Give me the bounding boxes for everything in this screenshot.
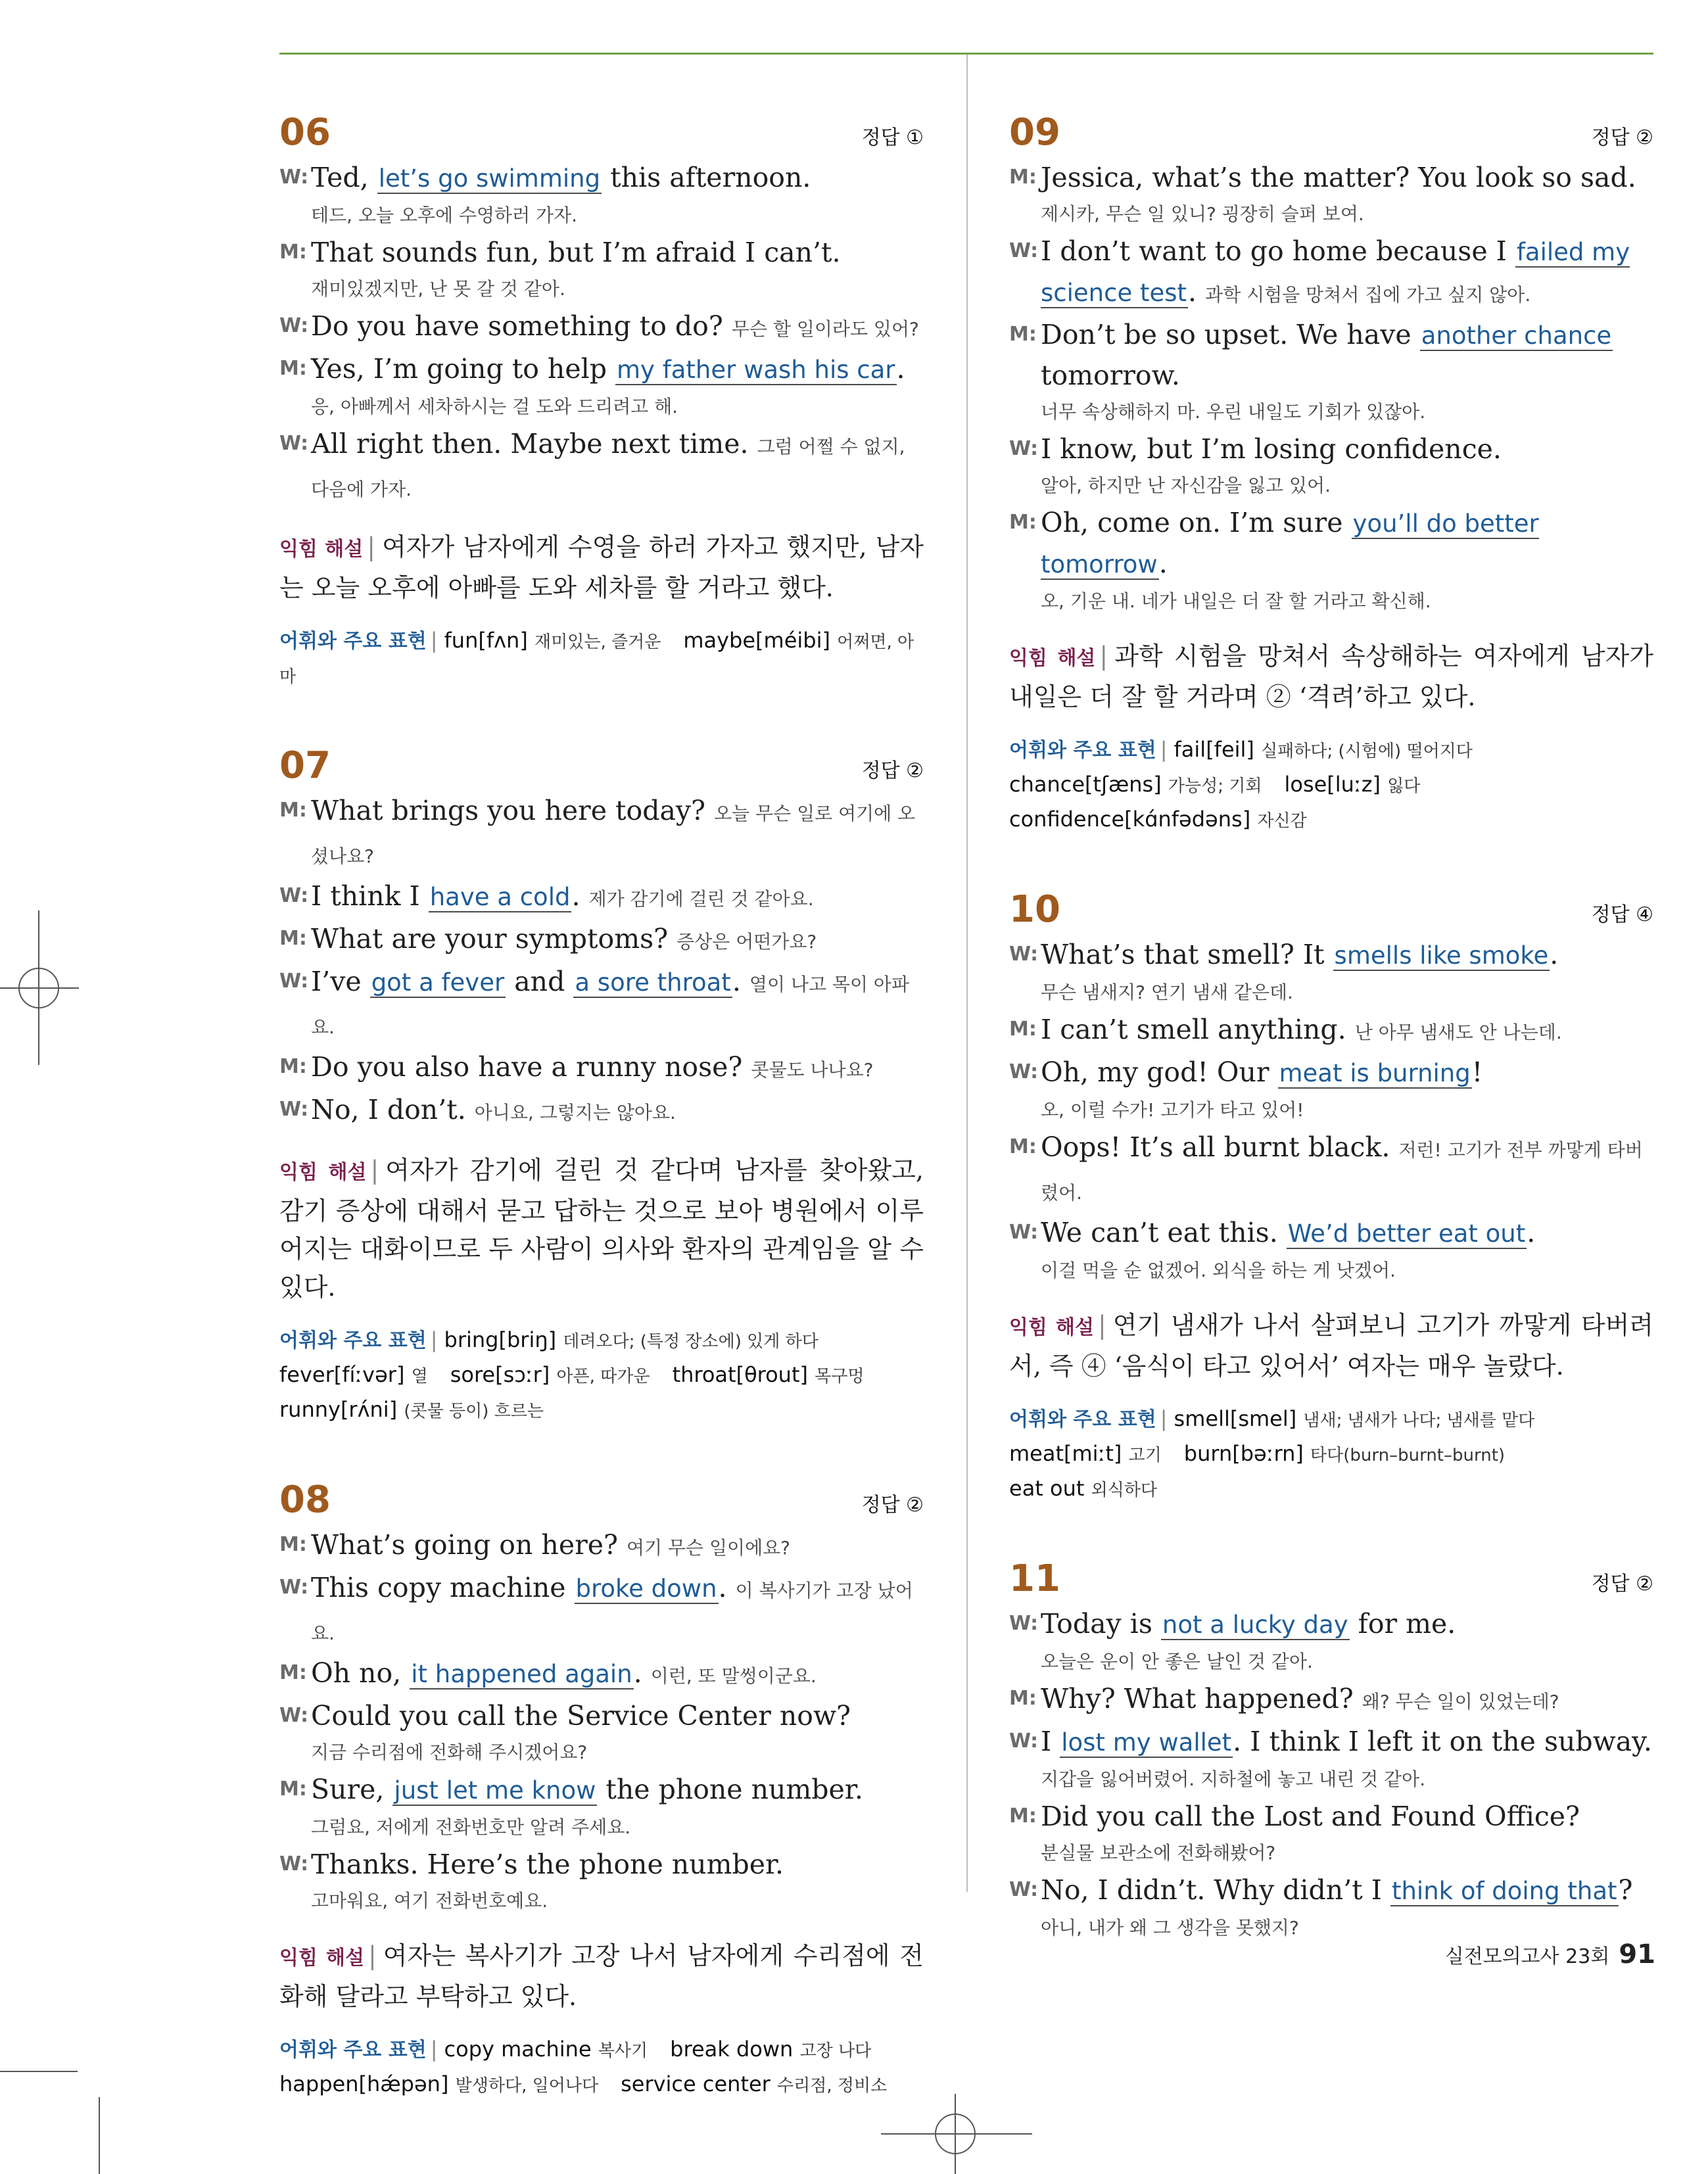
translation-inline: 아니요, 그렇지는 않아요. xyxy=(474,1102,676,1123)
page-number: 91 xyxy=(1619,1939,1655,1970)
question-07 xyxy=(279,745,924,1428)
vocab-meaning: 데려오다; (특정 장소에) 있게 하다 xyxy=(563,1332,818,1352)
translation-line: 아니, 내가 왜 그 생각을 못했지? xyxy=(1041,1917,1299,1939)
answer-blank: meat is burning xyxy=(1279,1059,1471,1087)
dialogue-text: for me. xyxy=(1349,1608,1456,1640)
answer-label: 정답 ② xyxy=(1591,1572,1653,1595)
vocab-meaning: 실패하다; (시험에) 떨어지다 xyxy=(1261,742,1473,761)
vocab-meaning: (콧물 등이) 흐르는 xyxy=(404,1402,544,1421)
dialogue-text: Oh no, xyxy=(311,1657,410,1689)
dialogue-line xyxy=(279,1090,924,1133)
vocab-meaning: 수리점, 정비소 xyxy=(777,2076,888,2096)
dialogue-line xyxy=(279,1525,924,1568)
dialogue-line xyxy=(279,233,924,272)
dialogue-line xyxy=(279,791,924,876)
dialogue-line xyxy=(1009,1797,1653,1836)
translation-inline: 그럼 어쩔 수 없지, 다음에 가자. xyxy=(311,436,905,500)
translation-line: 오, 이럴 수가! 고기가 타고 있어! xyxy=(1041,1099,1304,1121)
translation-line: 재미있겠지만, 난 못 갈 것 같아. xyxy=(311,278,565,300)
question-header xyxy=(279,112,924,154)
question-10 xyxy=(1009,889,1653,1507)
dialogue-line xyxy=(1009,935,1653,976)
dialogue-text: Today is xyxy=(1041,1608,1161,1640)
dialogue-text: Oh, my god! Our xyxy=(1041,1056,1278,1088)
dialogue-line xyxy=(279,1653,924,1696)
translation-line: 테드, 오늘 오후에 수영하러 가자. xyxy=(311,204,578,226)
dialogue-line xyxy=(279,919,924,962)
answer-blank: got a fever xyxy=(371,968,505,997)
speaker-label: M: xyxy=(279,1533,307,1556)
question-09 xyxy=(1009,112,1653,838)
vocab-label: 어휘와 주요 표현 xyxy=(279,630,427,653)
dialogue-line xyxy=(1009,1213,1653,1254)
vocab-row xyxy=(1009,1402,1653,1437)
dialogue-line xyxy=(279,1845,924,1884)
speaker-label: M: xyxy=(279,241,307,264)
dialogue-text: Did you call the Lost and Found Office? xyxy=(1041,1801,1580,1832)
vocab-meaning: 외식하다 xyxy=(1091,1480,1158,1500)
answer-blank: just let me know xyxy=(394,1776,596,1805)
speaker-label: W: xyxy=(279,166,309,189)
answer-label: 정답 ② xyxy=(861,1494,924,1517)
vocab-word: sore[sɔːr] xyxy=(450,1362,550,1387)
vocab-word: maybe[méibi] xyxy=(683,628,830,653)
vocab-row xyxy=(1009,1472,1653,1507)
dialogue-text: the phone number. xyxy=(597,1774,863,1805)
vocab-row xyxy=(1009,733,1653,768)
answer-blank: another chance xyxy=(1421,321,1612,350)
question-number: 11 xyxy=(1009,1557,1060,1600)
dialogue-line xyxy=(1009,1010,1653,1052)
question-number: 10 xyxy=(1009,888,1060,931)
speaker-label: W: xyxy=(279,1704,309,1727)
explanation-text: 과학 시험을 망쳐서 속상해하는 여자에게 남자가 내일은 더 잘 할 거라며 ② ‘격려’하고 있다. xyxy=(1009,642,1653,711)
separator-bar: | xyxy=(430,1327,438,1352)
dialogue-text: I think I xyxy=(311,880,429,912)
dialogue-line xyxy=(279,876,924,919)
explanation xyxy=(279,1151,924,1306)
dialogue-line xyxy=(279,306,924,349)
speaker-label: M: xyxy=(1009,166,1037,189)
vocab-meaning: 고장 나다 xyxy=(799,2041,872,2061)
question-number: 06 xyxy=(279,111,331,154)
vocabulary xyxy=(279,2033,924,2102)
translation-line: 너무 속상해하지 마. 우린 내일도 기회가 있잖아. xyxy=(1041,401,1426,423)
answer-blank: let’s go swimming xyxy=(378,164,601,193)
answer-blank: a sore throat xyxy=(575,968,731,997)
vocab-row xyxy=(1009,1437,1653,1472)
speaker-label: W: xyxy=(279,1576,309,1599)
answer-blank: lost my wallet xyxy=(1061,1728,1232,1757)
dialogue-text: Don’t be so upset. We have xyxy=(1041,319,1420,350)
explanation-text: 연기 냄새가 나서 살펴보니 고기가 까맣게 타버려서, 즉 ④ ‘음식이 타고 있어서’ 여자는 매우 놀랐다. xyxy=(1009,1311,1653,1381)
vocab-row xyxy=(279,2033,924,2068)
speaker-label: W: xyxy=(1009,239,1039,262)
dialogue-line xyxy=(279,1568,924,1653)
dialogue-line xyxy=(279,1696,924,1736)
vocab-meaning: 타다(burn–burnt–burnt) xyxy=(1310,1446,1506,1465)
vocab-meaning: 목구멍 xyxy=(815,1367,865,1386)
dialogue-line xyxy=(1009,429,1653,469)
answer-blank: broke down xyxy=(575,1574,717,1603)
crop-mark-bottom-left-h xyxy=(0,2071,78,2072)
explanation xyxy=(279,1937,924,2016)
question-header xyxy=(279,1479,924,1521)
vocab-word: break down xyxy=(670,2037,794,2062)
separator-bar: | xyxy=(430,628,438,653)
vocab-word: bring[briŋ] xyxy=(444,1327,557,1352)
translation-inline: 여기 무슨 일이에요? xyxy=(626,1537,791,1559)
dialogue-line xyxy=(1009,1722,1653,1762)
question-header xyxy=(1009,1558,1653,1600)
translation-inline: 오늘 무슨 일로 여기에 오셨나요? xyxy=(311,803,916,867)
vocab-word: happen[hǽpən] xyxy=(279,2071,449,2096)
speaker-label: M: xyxy=(279,357,307,380)
dialogue-text: Oops! It’s all burnt black. xyxy=(1041,1131,1390,1163)
speaker-label: W: xyxy=(1009,943,1039,966)
speaker-label: W: xyxy=(279,970,309,993)
translation-inline: 제가 감기에 걸린 것 같아요. xyxy=(588,888,814,910)
dialogue-line xyxy=(279,158,924,199)
crop-mark-bottom-left-v xyxy=(99,2097,100,2174)
question-number: 09 xyxy=(1009,111,1060,154)
answer-blank: have a cold xyxy=(429,883,571,911)
question-08 xyxy=(279,1479,924,2102)
dialogue-text: I know, but I’m losing confidence. xyxy=(1041,433,1502,465)
translation-line: 이걸 먹을 순 없겠어. 외식을 하는 게 낫겠어. xyxy=(1041,1260,1396,1281)
dialogue-text: Do you also have a runny nose? xyxy=(311,1051,743,1083)
translation-inline: 무슨 할 일이라도 있어? xyxy=(731,318,919,340)
vocab-word: copy machine xyxy=(444,2037,592,2062)
dialogue-line xyxy=(1009,1679,1653,1722)
question-number: 07 xyxy=(279,744,331,787)
translation-line: 지갑을 잃어버렸어. 지하철에 놓고 내린 것 같아. xyxy=(1041,1768,1426,1790)
answer-blank: think of doing that xyxy=(1391,1877,1617,1905)
dialogue-text: Yes, I’m going to help xyxy=(311,353,615,385)
dialogue-text: I xyxy=(1041,1726,1060,1757)
separator-bar: | xyxy=(370,1156,379,1185)
dialogue-text: tomorrow. xyxy=(1041,360,1180,391)
vocab-row xyxy=(1009,803,1653,838)
vocab-row xyxy=(279,1358,924,1393)
explanation-text: 여자가 감기에 걸린 것 같다며 남자를 찾아왔고, 감기 증상에 대해서 묻고 답하는 것으로 보아 병원에서 이루어지는 대화이므로 두 사람이 의사와 환자의 관계임을 알 수 있다. xyxy=(279,1156,924,1302)
translation-line: 고마워요, 여기 전화번호예요. xyxy=(311,1890,548,1912)
separator-bar: | xyxy=(1160,1406,1168,1431)
speaker-label: M: xyxy=(1009,1805,1037,1828)
dialogue-text: . xyxy=(1158,548,1168,579)
translation-line: 분실물 보관소에 전화해봤어? xyxy=(1041,1842,1276,1864)
question-header xyxy=(1009,889,1653,931)
dialogue-text: this afternoon. xyxy=(602,162,811,193)
dialogue-line xyxy=(1009,158,1653,197)
speaker-label: W: xyxy=(1009,437,1039,460)
vocab-word: fail[feil] xyxy=(1174,737,1254,762)
vocab-label: 어휘와 주요 표현 xyxy=(1009,1408,1156,1431)
right-column xyxy=(1009,112,1653,1997)
dialogue-text: Jessica, what’s the matter? You look so sad. xyxy=(1041,162,1636,193)
dialogue-line xyxy=(279,1770,924,1810)
translation-line: 그럼요, 저에게 전화번호만 알려 주세요. xyxy=(311,1816,631,1838)
speaker-label: M: xyxy=(1009,1018,1037,1041)
dialogue-line xyxy=(1009,1052,1653,1093)
dialogue-text: This copy machine xyxy=(311,1572,575,1603)
answer-label: 정답 ② xyxy=(861,759,924,782)
dialogue-text: Ted, xyxy=(311,162,377,193)
dialogue-text: I can’t smell anything. xyxy=(1041,1014,1346,1045)
dialogue-text: Do you have something to do? xyxy=(311,310,723,342)
answer-label: 정답 ② xyxy=(1591,126,1653,149)
translation-line: 응, 아빠께서 세차하시는 걸 도와 드리려고 해. xyxy=(311,396,678,417)
dialogue-line xyxy=(279,424,924,509)
explanation-label: 익힘 해설 xyxy=(279,1947,364,1970)
vocab-meaning: 재미있는, 즐거운 xyxy=(534,632,661,652)
vocab-meaning: 냄새; 냄새가 나다; 냄새를 맡다 xyxy=(1303,1411,1535,1430)
speaker-label: W: xyxy=(1009,1221,1039,1244)
question-header xyxy=(1009,112,1653,154)
translation-inline: 난 아무 냄새도 안 나는데. xyxy=(1354,1022,1562,1043)
speaker-label: M: xyxy=(1009,511,1037,534)
explanation xyxy=(1009,1306,1653,1385)
vocab-word: lose[luːz] xyxy=(1284,772,1381,797)
vocab-meaning: 어쩌면, 아마 xyxy=(279,632,914,687)
dialogue-line xyxy=(1009,1870,1653,1911)
translation-inline: 왜? 무슨 일이 있었는데? xyxy=(1362,1691,1559,1713)
answer-blank: you’ll do better tomorrow xyxy=(1041,509,1539,579)
vocab-label: 어휘와 주요 표현 xyxy=(279,1329,427,1352)
vocab-word: throat[θrout] xyxy=(672,1362,808,1387)
translation-inline: 열이 나고 목이 아파요. xyxy=(311,974,909,1038)
dialogue-text: ? xyxy=(1618,1874,1633,1906)
explanation-label: 익힘 해설 xyxy=(279,1161,367,1184)
dialogue-line xyxy=(1009,503,1653,584)
left-column xyxy=(279,112,924,2154)
answer-blank: failed my science test xyxy=(1041,238,1630,307)
dialogue-text: All right then. Maybe next time. xyxy=(311,428,749,460)
dialogue-text: What’s going on here? xyxy=(311,1529,618,1561)
dialogue-text: ! xyxy=(1471,1056,1483,1088)
speaker-label: W: xyxy=(279,432,309,455)
dialogue-text: . xyxy=(633,1657,642,1689)
speaker-label: W: xyxy=(279,1098,309,1121)
translation-inline: 저런! 고기가 전부 까맣게 타버렸어. xyxy=(1041,1139,1643,1204)
speaker-label: M: xyxy=(1009,1687,1037,1710)
dialogue-text: . xyxy=(571,880,581,912)
speaker-label: W: xyxy=(1009,1612,1039,1635)
separator-bar: | xyxy=(1097,1311,1106,1340)
answer-blank: it happened again xyxy=(411,1660,632,1688)
dialogue-line xyxy=(279,962,924,1047)
separator-bar: | xyxy=(367,532,376,561)
vocab-meaning: 자신감 xyxy=(1257,811,1307,831)
translation-line: 알아, 하지만 난 자신감을 잃고 있어. xyxy=(1041,475,1331,496)
page-footer xyxy=(1445,1939,1655,1970)
separator-bar: | xyxy=(368,1941,377,1970)
speaker-label: W: xyxy=(1009,1878,1039,1901)
answer-blank: smells like smoke xyxy=(1334,941,1549,970)
dialogue-text: No, I don’t. xyxy=(311,1094,466,1125)
explanation-label: 익힘 해설 xyxy=(1009,1316,1094,1339)
answer-label: 정답 ④ xyxy=(1591,903,1653,926)
speaker-label: M: xyxy=(279,927,307,950)
translation-inline: 이 복사기가 고장 났어요. xyxy=(311,1580,913,1644)
vocab-word: runny[rʌ́ni] xyxy=(279,1397,398,1422)
vocabulary xyxy=(1009,1402,1653,1507)
explanation-label: 익힘 해설 xyxy=(279,538,364,561)
vocab-meaning: 가능성; 기회 xyxy=(1168,776,1262,796)
vocab-word: eat out xyxy=(1009,1476,1085,1501)
translation-inline: 이런, 또 말썽이군요. xyxy=(650,1665,817,1687)
dialogue-text: . I think I left it on the subway. xyxy=(1233,1726,1652,1757)
column-divider xyxy=(966,55,968,1892)
speaker-label: W: xyxy=(1009,1060,1039,1083)
speaker-label: W: xyxy=(279,314,309,337)
speaker-label: W: xyxy=(279,1853,309,1876)
question-header xyxy=(279,745,924,787)
dialogue-text: No, I didn’t. Why didn’t I xyxy=(1041,1874,1390,1906)
vocab-word: meat[miːt] xyxy=(1009,1441,1122,1466)
explanation-label: 익힘 해설 xyxy=(1009,647,1096,670)
vocab-meaning: 고기 xyxy=(1128,1446,1162,1465)
vocab-label: 어휘와 주요 표현 xyxy=(279,2039,427,2062)
speaker-label: M: xyxy=(279,799,307,822)
speaker-label: M: xyxy=(279,1055,307,1078)
registration-mark-bottom xyxy=(935,2114,976,2154)
speaker-label: M: xyxy=(1009,1135,1037,1158)
translation-line: 지금 수리점에 전화해 주시겠어요? xyxy=(311,1741,588,1763)
dialogue-text: Oh, come on. I’m sure xyxy=(1041,507,1352,538)
translation-inline: 증상은 어떤가요? xyxy=(676,931,817,953)
vocab-row xyxy=(279,2068,924,2102)
translation-line: 오늘은 운이 안 좋은 날인 것 같아. xyxy=(1041,1651,1313,1672)
footer-title: 실전모의고사 23회 xyxy=(1444,1945,1610,1968)
vocab-meaning: 발생하다, 일어나다 xyxy=(455,2076,599,2096)
vocab-row xyxy=(279,1393,924,1428)
dialogue-line xyxy=(279,1047,924,1090)
vocab-word: fun[fʌn] xyxy=(444,628,528,653)
dialogue-text: I don’t want to go home because I xyxy=(1041,235,1515,267)
answer-label: 정답 ① xyxy=(861,126,924,149)
dialogue-line xyxy=(279,349,924,390)
dialogue-text: What are your symptoms? xyxy=(311,923,669,955)
answer-blank: my father wash his car xyxy=(617,356,895,384)
speaker-label: W: xyxy=(279,884,309,907)
explanation-text: 여자는 복사기가 고장 나서 남자에게 수리점에 전화해 달라고 부탁하고 있다. xyxy=(279,1941,924,2011)
dialogue-text: . xyxy=(896,353,905,385)
vocab-row xyxy=(1009,768,1653,803)
registration-mark-left xyxy=(18,968,59,1008)
vocabulary xyxy=(279,1323,924,1428)
vocab-word: burn[bəːrn] xyxy=(1183,1441,1304,1466)
vocab-word: smell[smel] xyxy=(1174,1406,1297,1431)
translation-line: 오, 기운 내. 네가 내일은 더 잘 할 거라고 확신해. xyxy=(1041,590,1431,612)
question-06 xyxy=(279,112,924,694)
translation-inline: 콧물도 나나요? xyxy=(751,1059,874,1081)
dialogue-text: That sounds fun, but I’m afraid I can’t. xyxy=(311,237,841,268)
explanation xyxy=(1009,637,1653,716)
vocab-label: 어휘와 주요 표현 xyxy=(1009,739,1156,762)
separator-bar: | xyxy=(1099,642,1108,671)
vocab-word: chance[tʃæns] xyxy=(1009,772,1162,797)
explanation-text: 여자가 남자에게 수영을 하러 가자고 했지만, 남자는 오늘 오후에 아빠를 도와 세차를 할 거라고 했다. xyxy=(279,532,924,602)
dialogue-line xyxy=(1009,1604,1653,1645)
vocab-word: service center xyxy=(621,2071,771,2096)
dialogue-text: . xyxy=(732,966,741,997)
speaker-label: M: xyxy=(1009,323,1037,346)
dialogue-text: Why? What happened? xyxy=(1041,1683,1354,1714)
answer-blank: not a lucky day xyxy=(1162,1611,1348,1639)
dialogue-text: . xyxy=(1550,939,1559,970)
dialogue-text: Sure, xyxy=(311,1774,393,1805)
question-number: 08 xyxy=(279,1478,331,1521)
dialogue-line xyxy=(1009,1127,1653,1213)
vocab-row xyxy=(279,624,924,694)
vocab-meaning: 복사기 xyxy=(598,2041,648,2061)
dialogue-line xyxy=(1009,231,1653,315)
vocabulary xyxy=(1009,733,1653,838)
answer-blank: We’d better eat out xyxy=(1287,1219,1526,1248)
question-11 xyxy=(1009,1558,1653,1945)
dialogue-text: . xyxy=(1527,1217,1536,1248)
translation-line: 제시카, 무슨 일 있니? 굉장히 슬퍼 보여. xyxy=(1041,203,1364,225)
dialogue-text: We can’t eat this. xyxy=(1041,1217,1287,1248)
dialogue-text: Could you call the Service Center now? xyxy=(311,1700,851,1732)
vocabulary xyxy=(279,624,924,694)
vocab-meaning: 아픈, 따가운 xyxy=(556,1367,650,1386)
vocab-meaning: 열 xyxy=(411,1367,428,1386)
separator-bar: | xyxy=(1160,737,1168,762)
separator-bar: | xyxy=(430,2037,438,2062)
speaker-label: M: xyxy=(279,1661,307,1684)
explanation xyxy=(279,528,924,607)
vocab-word: confidence[kɑ́nfədəns] xyxy=(1009,807,1251,832)
dialogue-text: What’s that smell? It xyxy=(1041,939,1333,970)
dialogue-text: . xyxy=(1188,276,1197,308)
dialogue-text: I’ve xyxy=(311,966,370,997)
dialogue-line xyxy=(1009,315,1653,395)
dialogue-text: . xyxy=(718,1572,727,1603)
translation-inline: 과학 시험을 망쳐서 집에 가고 싶지 않아. xyxy=(1205,284,1531,306)
dialogue-text: Thanks. Here’s the phone number. xyxy=(311,1849,784,1880)
vocab-word: fever[fíːvər] xyxy=(279,1362,405,1387)
speaker-label: M: xyxy=(279,1778,307,1801)
translation-line: 무슨 냄새지? 연기 냄새 같은데. xyxy=(1041,981,1293,1003)
vocab-row xyxy=(279,1323,924,1358)
speaker-label: W: xyxy=(1009,1730,1039,1753)
dialogue-text: What brings you here today? xyxy=(311,795,706,826)
dialogue-text: and xyxy=(506,966,574,997)
vocab-meaning: 잃다 xyxy=(1387,776,1421,796)
